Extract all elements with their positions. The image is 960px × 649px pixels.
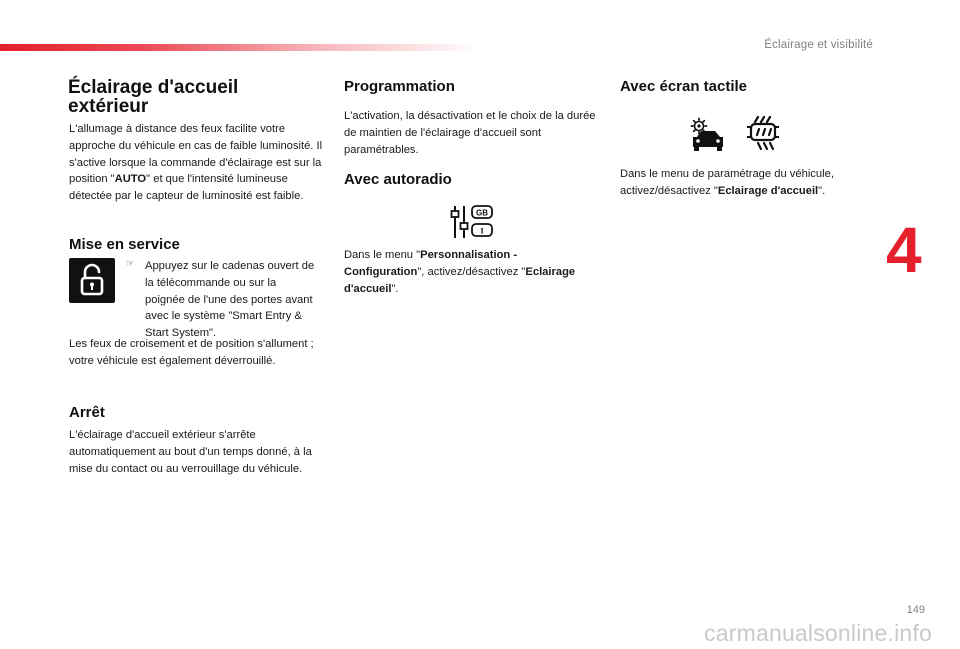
section-header: Éclairage et visibilité (764, 39, 873, 51)
mise-en-service-step: Appuyez sur le cadenas ouvert de la télécommande ou sur la poignée de l'une des portes avant avec le système "Smart Entry & Start System". (145, 260, 315, 340)
arret-paragraph: L'éclairage d'accueil extérieur s'arrête automatiquement au bout d'un temps donné, à la mise du contact ou au verrouillage du véhicule. (69, 429, 312, 475)
chapter-number: 4 (886, 214, 922, 286)
bullet-arrow-icon: ☞ (126, 258, 135, 268)
radio-icon-label-bottom: I (480, 226, 484, 236)
autoradio-text-mid: ", activez/désactivez " (417, 265, 526, 278)
ecran-tactile-paragraph (620, 166, 870, 200)
option-name: Eclairage d'accueil (344, 265, 576, 295)
intro-bold: AUTO (114, 173, 147, 186)
vehicle-settings-icon (688, 117, 726, 153)
heading-arret: Arrêt (69, 404, 105, 421)
heading-ecran-tactile: Avec écran tactile (620, 78, 748, 95)
intro-text-end: " et que l'intensité lumineuse détectée par le capteur de luminosité est faible. (69, 173, 304, 203)
autoradio-text-end: ". (391, 282, 399, 295)
page-number: 149 (906, 604, 925, 616)
watermark: carmanualsonline.info (704, 620, 932, 646)
tactile-text: Dans le menu de paramétrage du véhicule, activez/désactivez " (620, 168, 834, 197)
autoradio-paragraph (344, 247, 600, 297)
programmation-paragraph: L'activation, la désactivation et le choix de la durée de maintien de l'éclairage d'accueil sont paramétrables. (344, 110, 596, 156)
heading-programmation: Programmation (344, 78, 455, 95)
page-title: Éclairage d'accueil extérieur (68, 77, 239, 117)
red-header-bar (0, 44, 480, 51)
mise-en-service-result: Les feux de croisement et de position s'allument ; votre véhicule est également déverrouillé. (69, 338, 314, 367)
radio-settings-icon (449, 203, 495, 241)
lighting-menu-icon (745, 115, 781, 153)
heading-mise-en-service: Mise en service (69, 236, 180, 253)
intro-text: L'allumage à distance des feux facilite votre approche du véhicule en cas de faible luminosité. Il s'active lorsque la commande d'éclairage est sur la position " (69, 123, 323, 186)
tactile-option-name: Eclairage d'accueil (717, 184, 819, 197)
radio-icon-label-top: GB (476, 208, 488, 218)
heading-autoradio: Avec autoradio (344, 171, 452, 188)
menu-name: Personnalisation - Configuration (344, 249, 518, 278)
autoradio-text: Dans le menu " (344, 249, 421, 261)
intro-paragraph (69, 121, 325, 205)
unlock-padlock-icon (69, 258, 115, 303)
tactile-text-end: ". (818, 184, 826, 197)
